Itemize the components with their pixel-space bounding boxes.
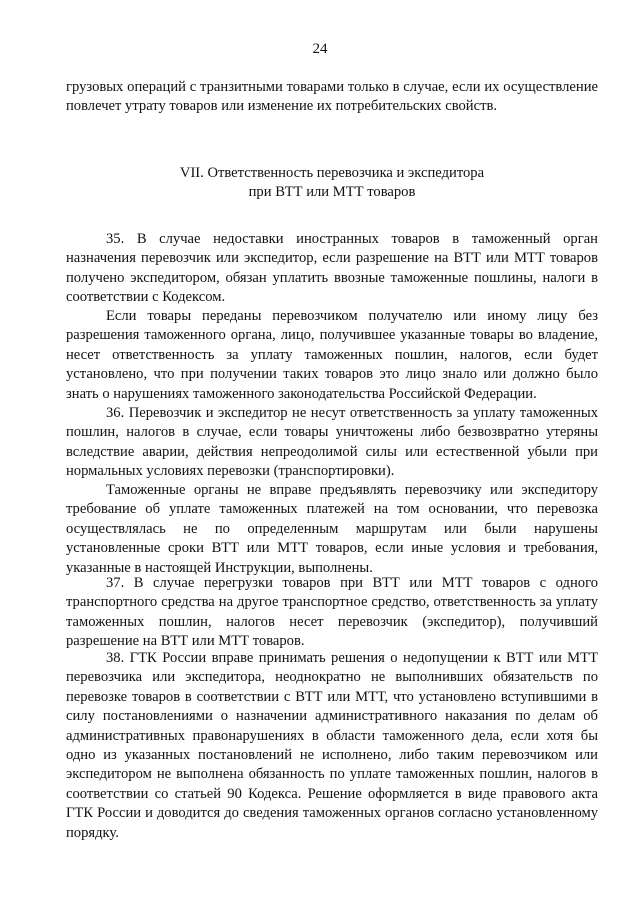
body-paragraph-36 xyxy=(66,404,598,482)
paragraph: Если товары переданы перевозчиком получателю или иному лицу без разрешения таможенного органа, лицо, получившее указанные товары во владение, несет ответственность за уплату таможенных пошлин, налогов, если будет установлено, что при получении таких товаров это лицо знало или должно было знать о нарушениях таможенного законодательства Российской Федерации. xyxy=(66,308,598,402)
section-title-line-1: VII. Ответственность перевозчика и экспедитора xyxy=(179,165,485,181)
body-paragraph-37 xyxy=(66,574,598,652)
body-paragraph-35 xyxy=(66,230,598,308)
paragraph: 35. В случае недоставки иностранных товаров в таможенный орган назначения перевозчик или экспедитор, если разрешение на ВТТ или МТТ товаров получено экспедитором, обязан уплатить ввозные таможенные пошлины, налоги в соответствии с Кодексом. xyxy=(66,231,598,306)
continuation-paragraph: грузовых операций с транзитными товарами только в случае, если их осуществление повлечет утрату товаров или изменение их потребительских свойств. xyxy=(66,79,598,115)
body-paragraph-38 xyxy=(66,649,598,843)
body-paragraph-36-part2 xyxy=(66,481,598,578)
paragraph: 38. ГТК России вправе принимать решения о недопущении к ВТТ или МТТ перевозчика или экспедитора, неоднократно не выполнивших обязательств по перевозке товаров в соответствии с ВТТ или МТТ, что установлено вступившими в силу постановлениями о назначении административного наказания по делам об административных правонарушениях в области таможенного дела, если хотя бы одно из указанных постановлений не исполнено, либо таким перевозчиком или экспедитором не выполнена обязанность по уплате таможенных пошлин, налогов в соответствии со статьей 90 Кодекса. Решение оформляется в виде правового акта ГТК России и доводится до сведения таможенных органов согласно установленному порядку. xyxy=(66,650,598,841)
body-paragraph-35-part2 xyxy=(66,307,598,404)
continuation-text-block xyxy=(66,78,598,117)
section-title-line-2: при ВТТ или МТТ товаров xyxy=(248,184,416,201)
paragraph: 36. Перевозчик и экспедитор не несут ответственность за уплату таможенных пошлин, налогов в случае, если товары уничтожены либо безвозвратно утеряны вследствие аварии, действия непреодолимой силы или естественной убыли при нормальных условиях перевозки (транспортировки). xyxy=(66,405,598,480)
paragraph: 37. В случае перегрузки товаров при ВТТ или МТТ товаров с одного транспортного средства на другое транспортное средство, ответственность за уплату таможенных пошлин, налогов несет перевозчик (экспедитор), получивший разрешение на ВТТ или МТТ товаров. xyxy=(66,575,598,650)
section-heading xyxy=(66,164,598,203)
page-number: 24 xyxy=(312,41,328,57)
paragraph: Таможенные органы не вправе предъявлять перевозчику или экспедитору требование об уплате таможенных платежей на том основании, что перевозка осуществлялась не по определенным маршрутам или были нарушены установленные сроки ВТТ или МТТ товаров, если иные условия и требования, указанные в настоящей Инструкции, выполнены. xyxy=(66,482,598,576)
